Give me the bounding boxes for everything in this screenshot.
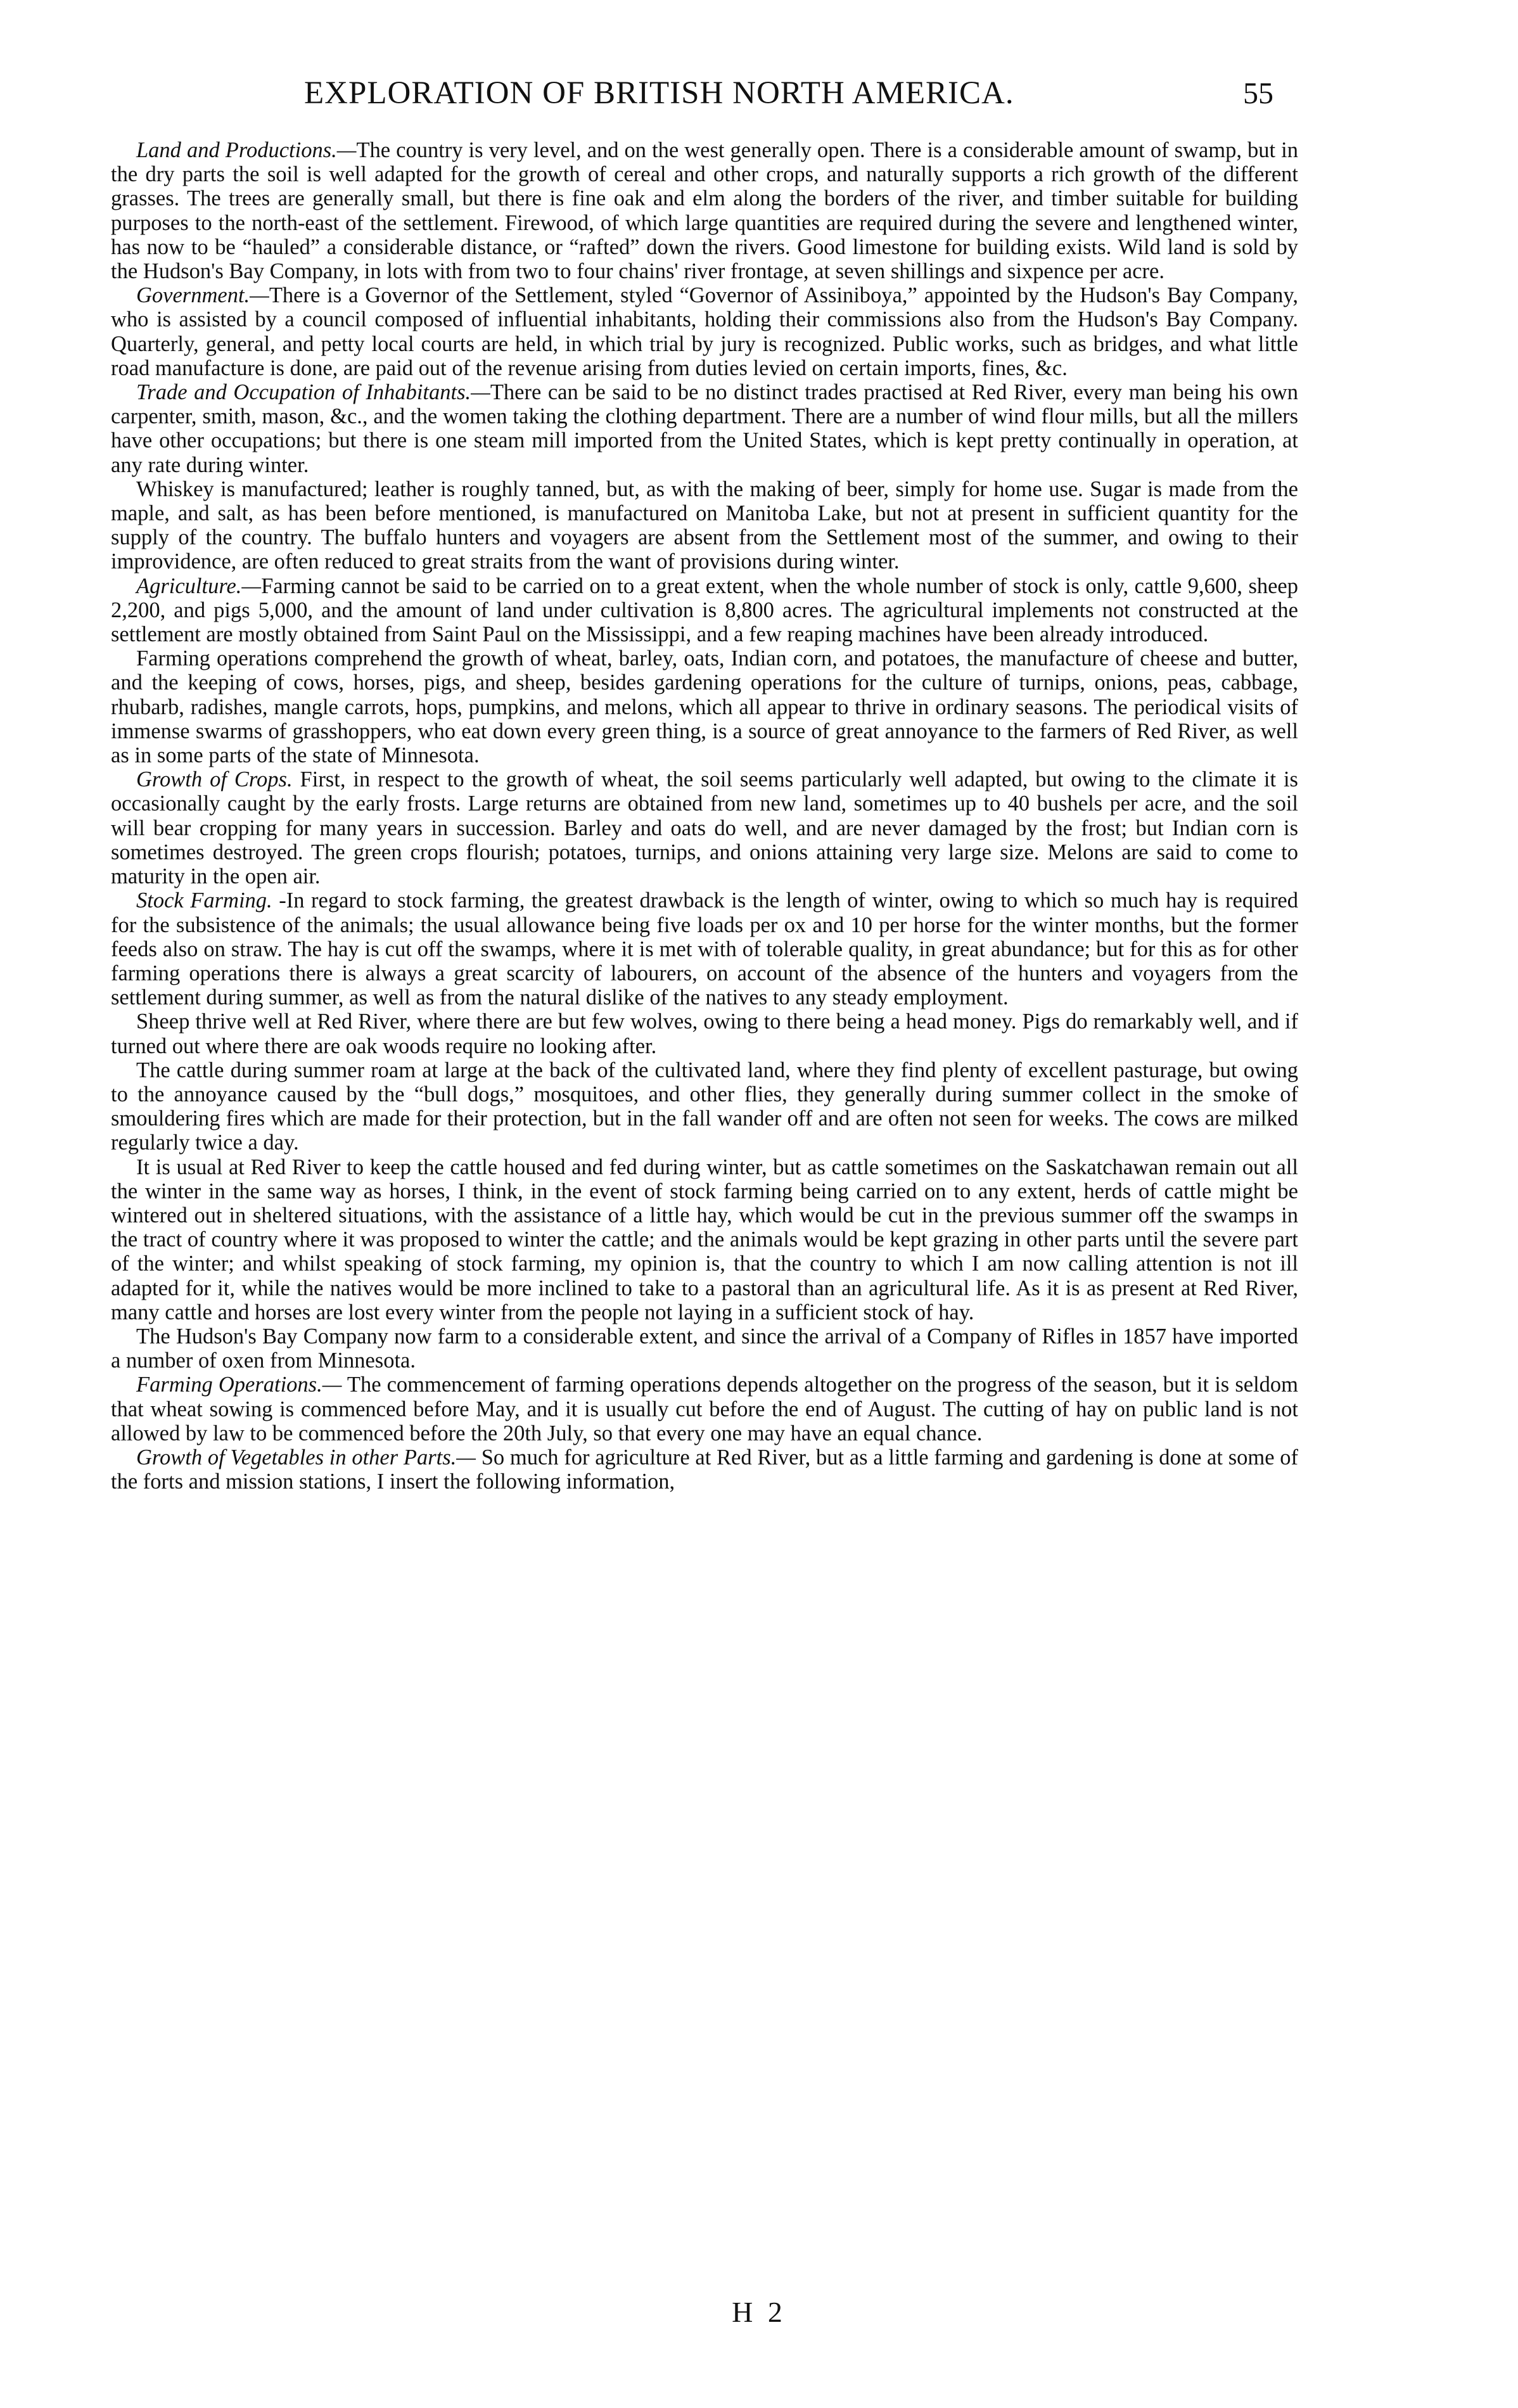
paragraph-cattle-winter <box>111 1155 1298 1324</box>
paragraph-growth-of-vegetables <box>111 1445 1298 1494</box>
paragraph-heading: Growth of Crops. <box>136 767 293 792</box>
paragraph-text: The country is very level, and on the west generally open. There is a considerable amount of swamp, but in the dry parts the soil is well adapted for the growth of cereal and other crops, and naturally supports a rich growth of the different grasses. The trees are generally small, but there is fine oak and elm along the borders of the river, and timber suitable for building purposes to the north-east of the settlement. Firewood, of which large quantities are required during the severe and lengthened winter, has now to be “hauled” a considerable distance, or “rafted” down the rivers. Good limestone for building exists. Wild land is sold by the Hudson's Bay Company, in lots with from two to four chains' river frontage, at seven shillings and sixpence per acre. <box>111 138 1298 284</box>
paragraph-heading: Agriculture.— <box>136 573 262 598</box>
paragraph-heading: Stock Farming. <box>136 888 272 913</box>
paragraph-agriculture <box>111 574 1298 647</box>
paragraph-text: It is usual at Red River to keep the cattle housed and fed during winter, but as cattle sometimes on the Saskatchawan remain out all the winter in the same way as horses, I think, in the event of stock farming being carried on to any extent, herds of cattle might be wintered out in sheltered situations, with the assistance of a little hay, which would be cut in the previous summer off the swamps in the tract of country where it was proposed to winter the cattle; and the animals would be kept grazing in other parts until the severe part of the winter; and whilst speaking of stock farming, my opinion is, that the country to which I am now calling attention is not ill adapted for it, while the natives would be more inclined to take to a pastoral than an agricultural life. As it is as present at Red River, many cattle and horses are lost every winter from the people not laying in a sufficient stock of hay. <box>111 1155 1298 1324</box>
paragraph-text: Farming cannot be said to be carried on to a great extent, when the whole number of stock is only, cattle 9,600, sheep 2,200, and pigs 5,000, and the amount of land under cultivation is 8,800 acres. The agricultural implements not constructed at the settlement are mostly obtained from Saint Paul on the Mississippi, and a few reaping machines have been already introduced. <box>111 573 1298 647</box>
paragraph-cattle-summer <box>111 1058 1298 1155</box>
signature-mark: H 2 <box>732 2296 786 2328</box>
paragraph-heading: Government.— <box>136 283 269 308</box>
paragraph-growth-of-crops <box>111 767 1298 888</box>
paragraph-heading: Growth of Vegetables in other Parts.— <box>136 1445 476 1470</box>
page-header <box>133 75 1273 112</box>
running-title: EXPLORATION OF BRITISH NORTH AMERICA. <box>304 75 1014 111</box>
paragraph-text: -In regard to stock farming, the greatest drawback is the length of winter, owing to which so much hay is required for the subsistence of the animals; the usual allowance being five loads per ox and 10 per horse for the winter months, but the former feeds also on straw. The hay is cut off the swamps, where it is met with of tolerable quality, in great abundance; but for this as for other farming operations there is always a great scarcity of labourers, on account of the absence of the hunters and voyagers from the settlement during summer, as well as from the natural dislike of the natives to any steady employment. <box>111 888 1298 1010</box>
paragraph-text: There can be said to be no distinct trades practised at Red River, every man being his own carpenter, smith, mason, &c., and the women taking the clothing department. There are a number of wind flour mills, but all the millers have other occupations; but there is one steam mill imported from the United States, which is kept pretty continually in operation, at any rate during winter. <box>111 380 1298 477</box>
paragraph-text: The commencement of farming operations depends altogether on the progress of the season, but it is seldom that wheat sowing is commenced before May, and it is usually cut before the end of August. The cutting of hay on public land is not allowed by law to be commenced before the 20th July, so that every one may have an equal chance. <box>111 1373 1298 1445</box>
paragraph-text: Farming operations comprehend the growth of wheat, barley, oats, Indian corn, and potatoes, the manufacture of cheese and butter, and the keeping of cows, horses, pigs, and sheep, besides gardening operations for the culture of turnips, onions, peas, cabbage, rhubarb, radishes, mangle carrots, hops, pumpkins, and melons, which all appear to thrive in ordinary seasons. The periodical visits of immense swarms of grasshoppers, who eat down every green thing, is a source of great annoyance to the farmers of Red River, as well as in some parts of the state of Minnesota. <box>111 646 1298 768</box>
paragraph-heading: Land and Productions.— <box>136 138 357 162</box>
paragraph-land-and-productions <box>111 138 1298 283</box>
body-text <box>111 138 1298 1494</box>
paragraph-farming-operations <box>111 1373 1298 1445</box>
paragraph-heading: Farming Operations.— <box>136 1373 342 1397</box>
paragraph-text: Sheep thrive well at Red River, where there are but few wolves, owing to there being a head money. Pigs do remarkably well, and if turned out where there are oak woods require no looking after. <box>111 1009 1298 1058</box>
paragraph-text: Whiskey is manufactured; leather is roughly tanned, but, as with the making of beer, simply for home use. Sugar is made from the maple, and salt, as has been before mentioned, is manufactured on Manitoba Lake, but not at present in sufficient quantity for the supply of the country. The buffalo hunters and voyagers are absent from the Settlement most of the summer, and owing to their improvidence, are often reduced to great straits from the want of provisions during winter. <box>111 477 1298 574</box>
paragraph-stock-farming <box>111 888 1298 1009</box>
paragraph-text: So much for agriculture at Red River, but as a little farming and gardening is done at some of the forts and mission stations, I insert the following information, <box>111 1445 1298 1494</box>
paragraph-government <box>111 283 1298 380</box>
paragraph-text: First, in respect to the growth of wheat, the soil seems particularly well adapted, but owing to the climate it is occasionally caught by the early frosts. Large returns are obtained from new land, sometimes up to 40 bushels per acre, and the soil will bear cropping for many years in succession. Barley and oats do well, and are never damaged by the frost; but Indian corn is sometimes destroyed. The green crops flourish; potatoes, turnips, and onions attaining very large size. Melons are said to come to maturity in the open air. <box>111 767 1298 889</box>
paragraph-whiskey <box>111 477 1298 574</box>
paragraph-trade-and-occupation <box>111 380 1298 477</box>
paragraph-text: The Hudson's Bay Company now farm to a considerable extent, and since the arrival of a Company of Rifles in 1857 have imported a number of oxen from Minnesota. <box>111 1324 1298 1373</box>
paragraph-text: The cattle during summer roam at large at the back of the cultivated land, where they find plenty of excellent pasturage, but owing to the annoyance caused by the “bull dogs,” mosquitoes, and other flies, they generally during summer collect in the smoke of smouldering fires which are made for their protection, but in the fall wander off and are often not seen for weeks. The cows are milked regularly twice a day. <box>111 1058 1298 1155</box>
page-number: 55 <box>1243 77 1273 110</box>
paragraph-sheep <box>111 1009 1298 1058</box>
paragraph-heading: Trade and Occupation of Inhabitants.— <box>136 380 490 405</box>
paragraph-farming-operations-list <box>111 646 1298 767</box>
paragraph-hudsons-bay-farm <box>111 1324 1298 1373</box>
paragraph-text: There is a Governor of the Settlement, styled “Governor of Assiniboya,” appointed by the Hudson's Bay Company, who is assisted by a council composed of influential inhabitants, holding their commissions also from the Hudson's Bay Company. Quarterly, general, and petty local courts are held, in which trial by jury is recognized. Public works, such as bridges, and what little road manufacture is done, are paid out of the revenue arising from duties levied on certain imports, fines, &c. <box>111 283 1298 380</box>
